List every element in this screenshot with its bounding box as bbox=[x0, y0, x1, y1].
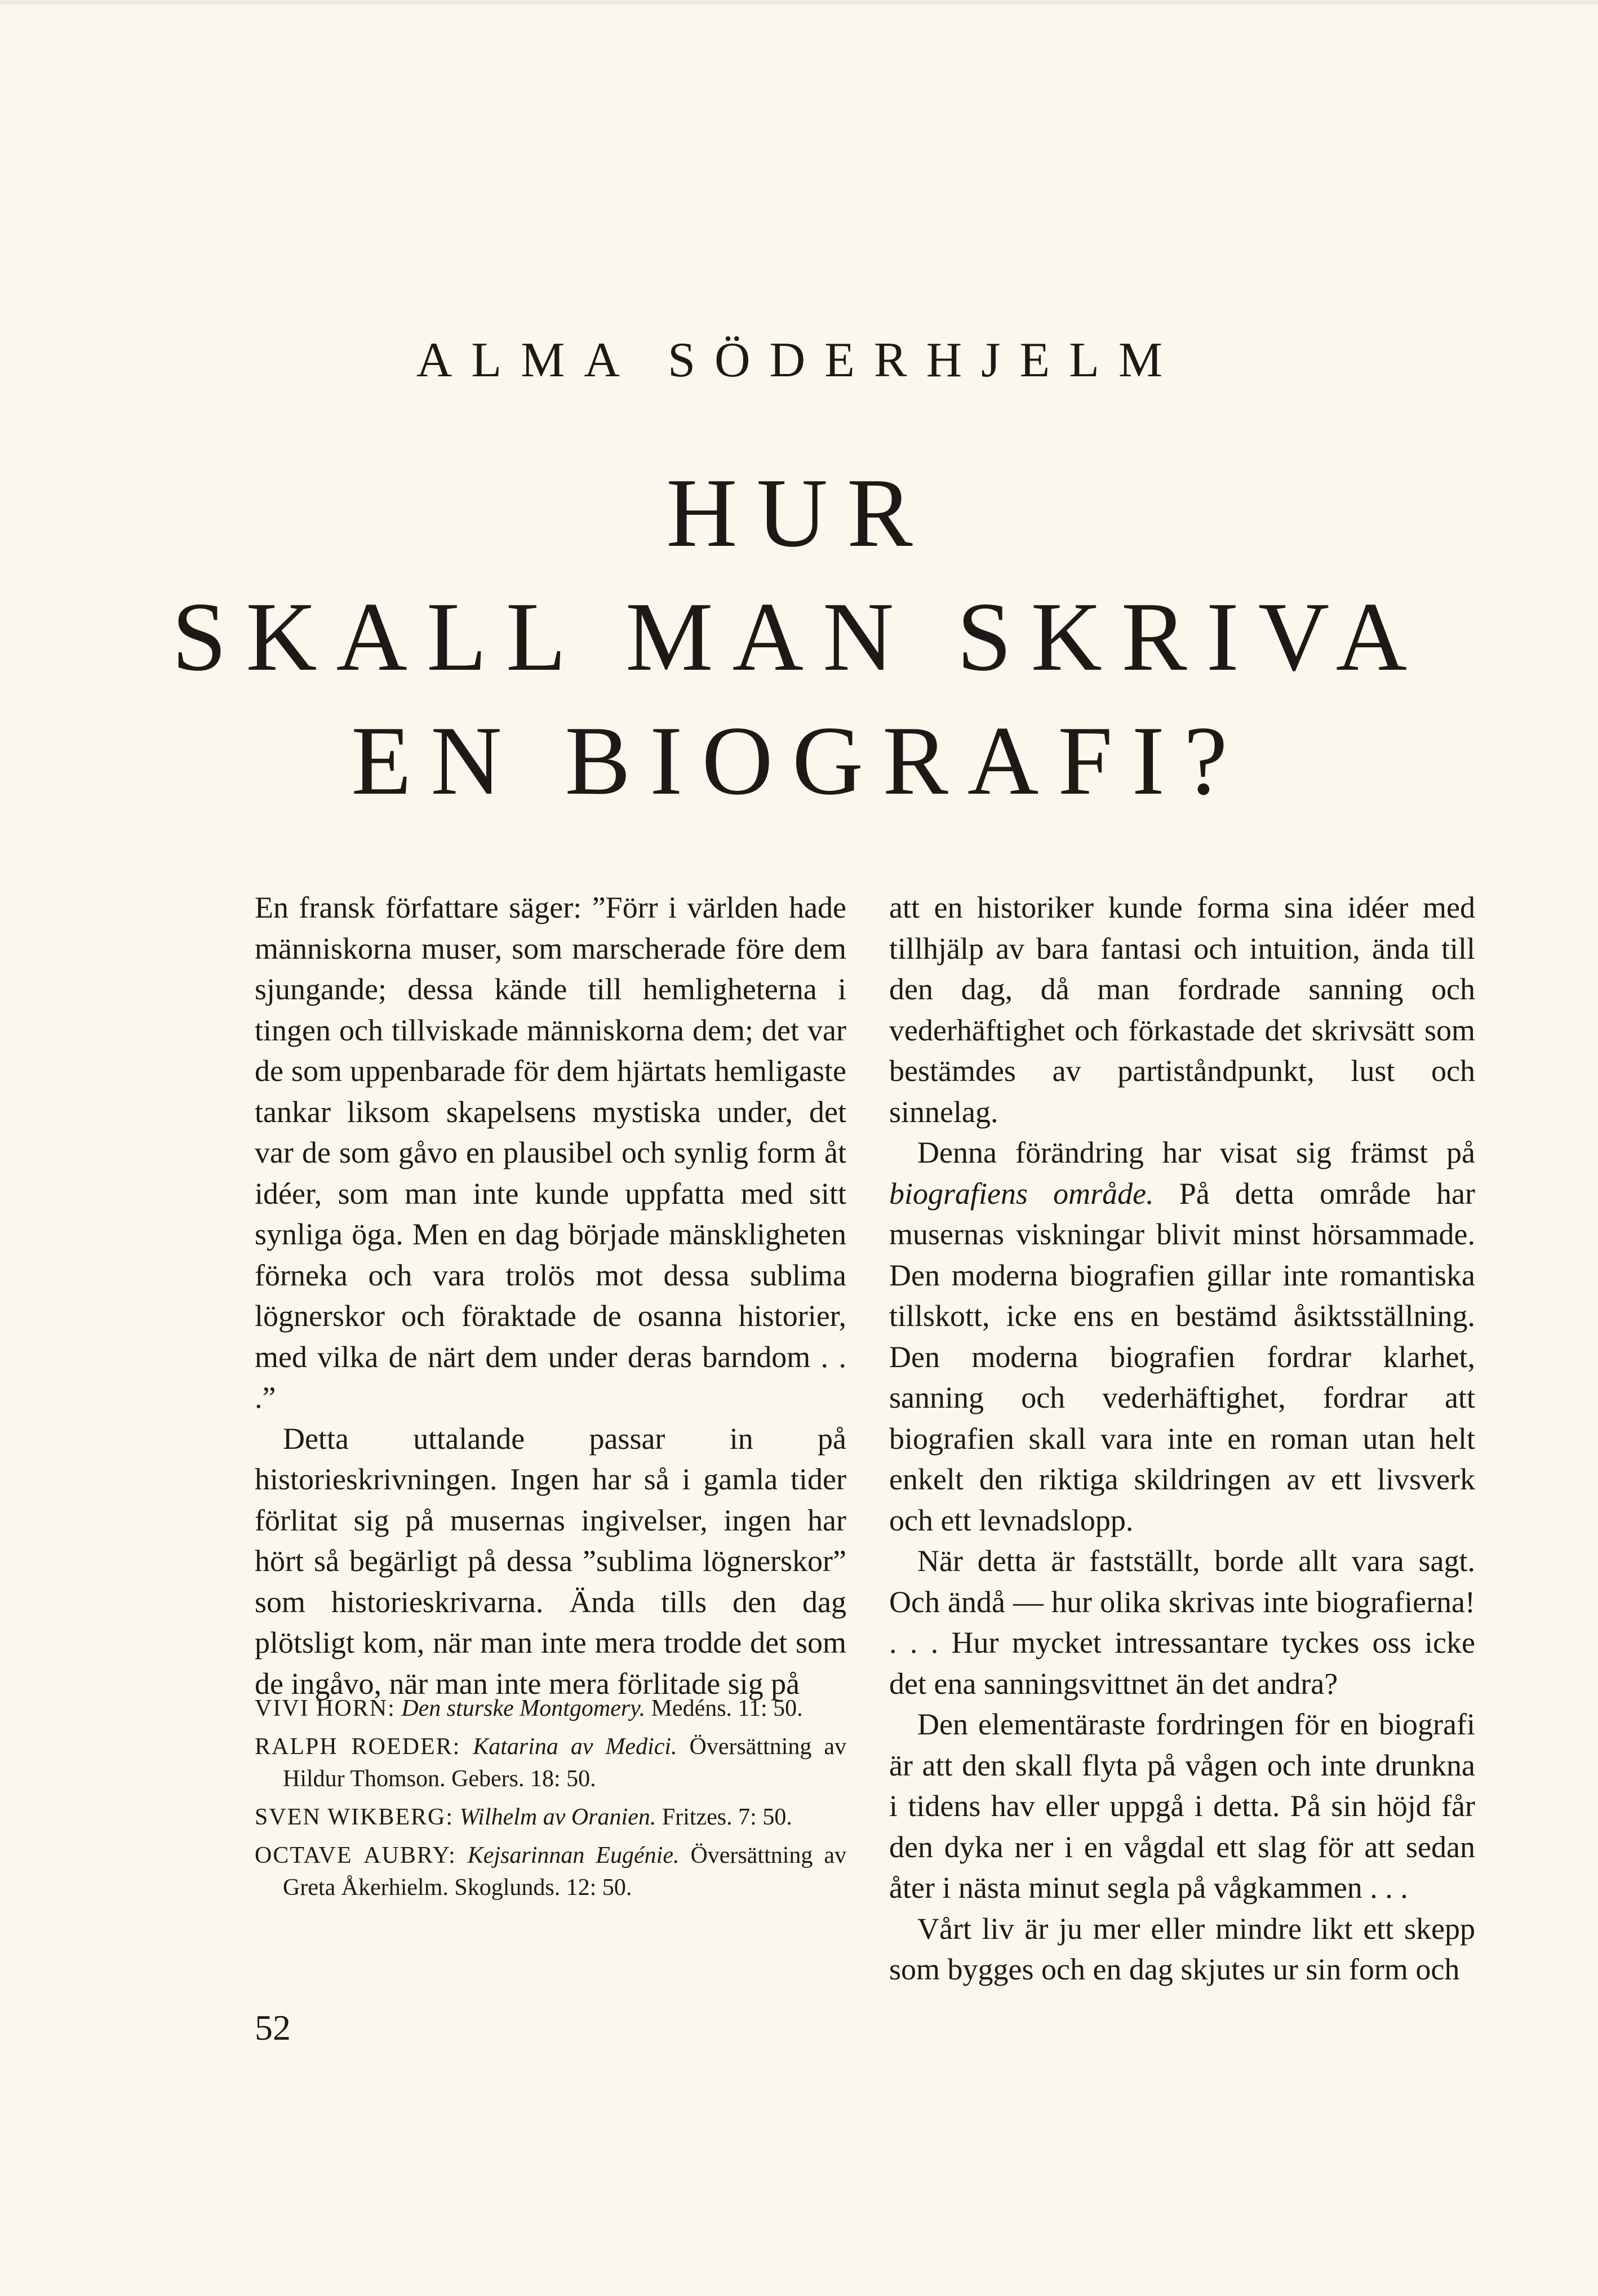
paragraph: Den elementäraste fordringen för en biografi är att den skall flyta på vågen och inte drunkna i tidens hav eller uppgå i detta. På sin höjd får den dyka ner i en vågdal ett slag för att sedan åter i nästa minut segla på vågkammen . . . bbox=[889, 1707, 1475, 1905]
paragraph: Denna förändring har visat sig främst på biografiens område. På detta område har musernas viskningar blivit minst hörsammade. Den moderna biografien gillar inte romantiska tillskott, icke ens en bestämd åsiktsställning. Den moderna biografien fordrar klarhet, sanning och vederhäftighet, fordrar att biografien skall vara inte en roman utan helt enkelt den riktiga skildringen av ett livsverk och ett levnadslopp. bbox=[889, 1136, 1475, 1537]
book-details: Översättning av Hildur Thomson. Gebers. 18: 50. bbox=[283, 1734, 847, 1792]
book-title: Katarina av Medici. bbox=[473, 1734, 677, 1760]
title-line-3: EN BIOGRAFI? bbox=[351, 706, 1247, 815]
book-author: OCTAVE AUBRY: bbox=[255, 1843, 456, 1868]
author-name: ALMA SÖDERHJELM bbox=[416, 333, 1182, 388]
book-author: VIVI HORN: bbox=[255, 1696, 396, 1721]
book-entry bbox=[255, 1840, 846, 1904]
book-title: Den sturske Montgomery. bbox=[401, 1696, 646, 1721]
book-title: Kejsarinnan Eugénie. bbox=[467, 1843, 680, 1868]
title-line-2: SKALL MAN SKRIVA bbox=[171, 582, 1427, 691]
book-entry bbox=[255, 1801, 846, 1834]
book-details: Medéns. 11: 50. bbox=[651, 1696, 803, 1721]
paragraph: Vårt liv är ju mer eller mindre likt ett skepp som bygges och en dag skjutes ur sin form och bbox=[889, 1911, 1475, 1986]
article-title bbox=[0, 451, 1598, 822]
paragraph: En fransk författare säger: ”Förr i världen hade människorna muser, som marscherade före dem sjungande; dessa kände till hemligheterna i tingen och tillviskade människorna dem; det var de som uppenbarade för dem hjärtats hemligaste tankar liksom skapelsens mystiska under, det var de som gåvo en plausibel och synlig form åt idéer, som man inte kunde uppfatta med sitt synliga öga. Men en dag började mänskligheten förneka och vara trolös mot dessa sublima lögnerskor och föraktade de osanna historier, med vilka de närt dem under deras barndom . . .” bbox=[255, 891, 846, 1414]
paragraph: Detta uttalande passar in på historieskrivningen. Ingen har så i gamla tider förlitat sig på musernas ingivelser, ingen har hört så begärligt på dessa ”sublima lögnerskor” som historieskrivarna. Ända tills den dag plötsligt kom, när man inte mera trodde det som de ingåvo, när man inte mera förlitade sig på bbox=[255, 1421, 846, 1701]
paragraph: När detta är fastställt, borde allt vara sagt. Och ändå — hur olika skrivas inte biografierna! . . . Hur mycket intressantare tyckes oss icke det ena sanningsvittnet än det andra? bbox=[889, 1544, 1475, 1701]
title-line-1: HUR bbox=[666, 458, 932, 567]
page-number: 52 bbox=[255, 2008, 291, 2048]
right-column bbox=[889, 887, 1475, 1990]
book-details: Fritzes. 7: 50. bbox=[662, 1804, 792, 1830]
book-entry bbox=[255, 1731, 846, 1795]
book-entry bbox=[255, 1693, 846, 1725]
left-column bbox=[255, 887, 846, 1704]
book-details: Översättning av Greta Åkerhielm. Skoglunds. 12: 50. bbox=[283, 1843, 847, 1901]
emphasis: biografiens område. bbox=[889, 1176, 1154, 1211]
book-author: RALPH ROEDER: bbox=[255, 1734, 461, 1760]
paragraph: att en historiker kunde forma sina idéer med tillhjälp av bara fantasi och intuition, ända till den dag, då man fordrade sanning och vederhäftighet och förkastade det skrivsätt som bestämdes av partiståndpunkt, lust och sinnelag. bbox=[889, 891, 1475, 1129]
page-edge bbox=[0, 0, 1598, 5]
book-list bbox=[255, 1693, 846, 1910]
book-title: Wilhelm av Oranien. bbox=[459, 1804, 656, 1830]
book-author: SVEN WIKBERG: bbox=[255, 1804, 454, 1830]
